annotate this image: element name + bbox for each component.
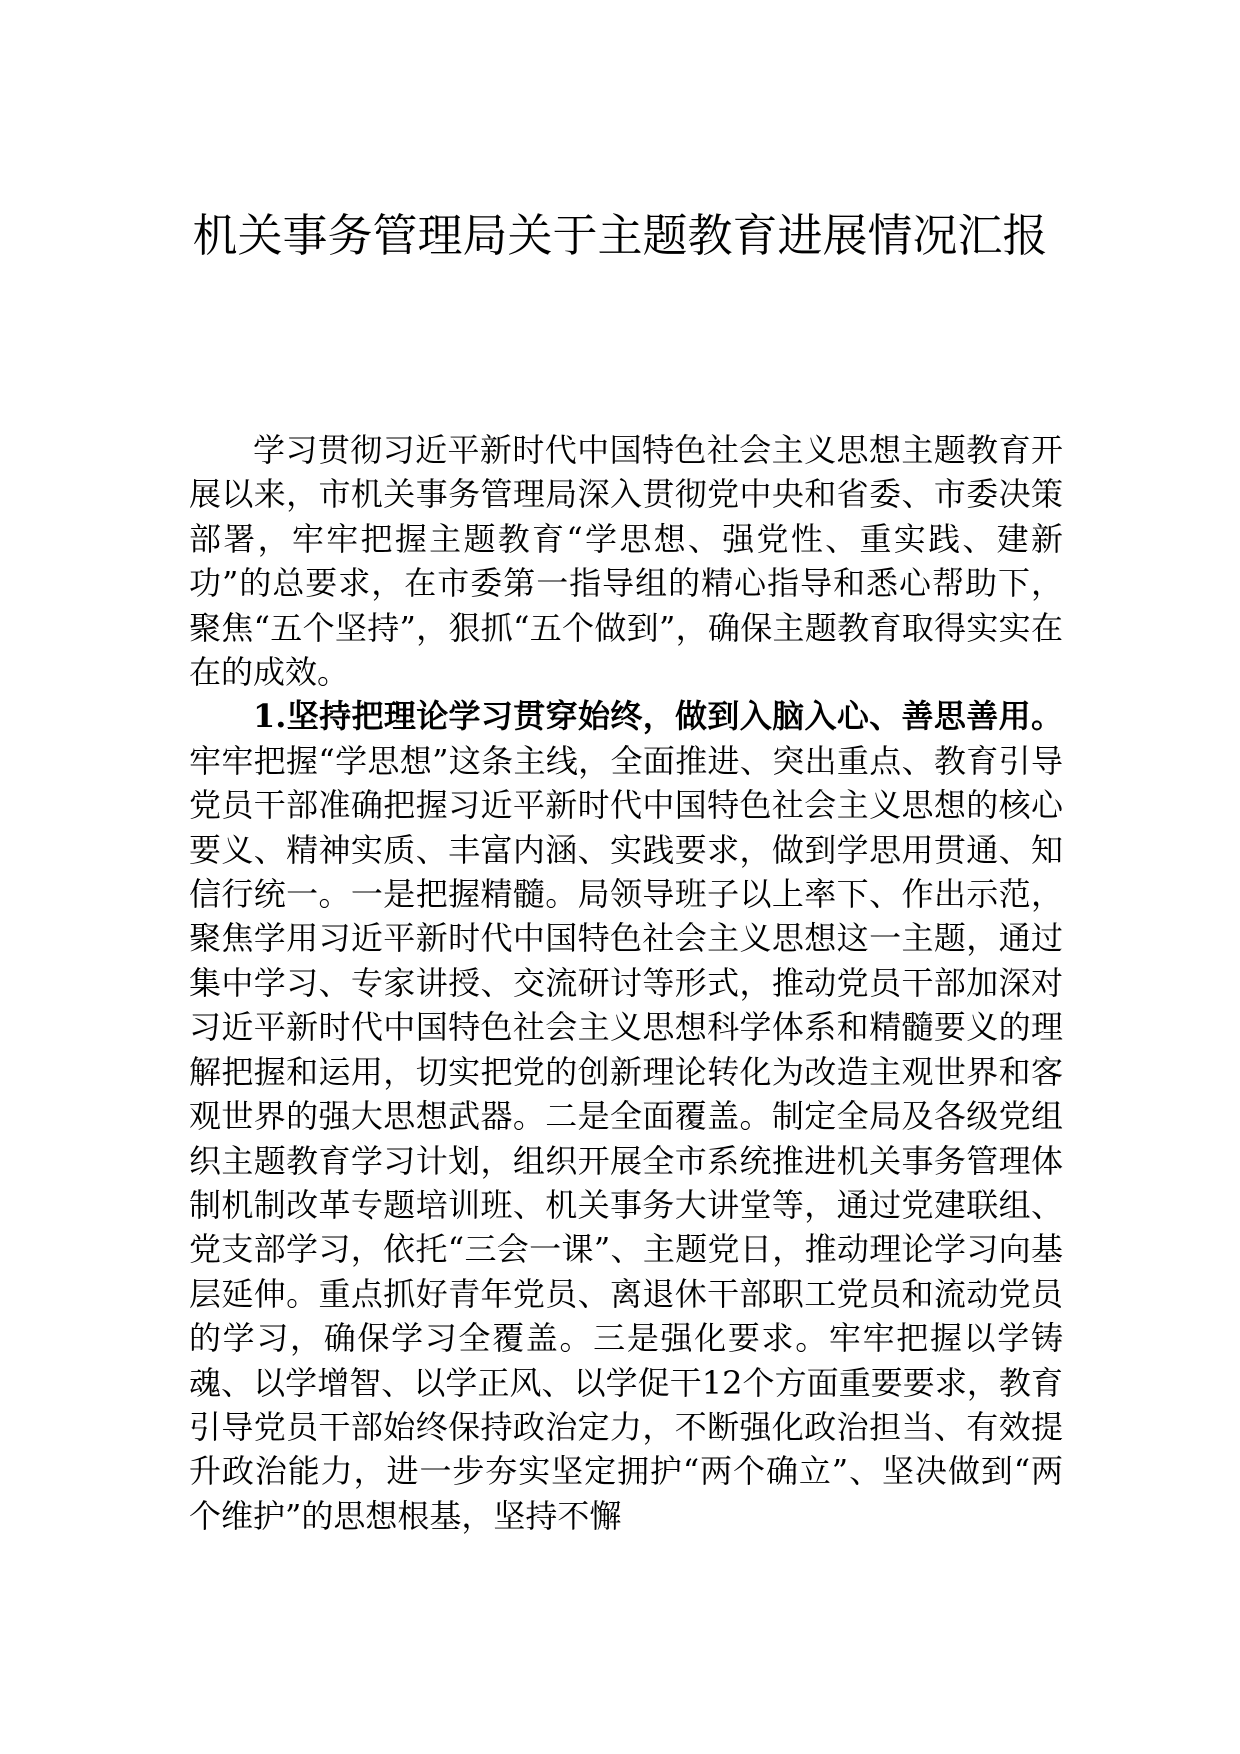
intro-paragraph: 学习贯彻习近平新时代中国特色社会主义思想主题教育开展以来，市机关事务管理局深入贯彻党中央和省委、市委决策部署，牢牢把握主题教育“学思想、强党性、重实践、建新功”的总要求，在市委第一指导组的精心指导和悉心帮助下，聚焦“五个坚持”，狠抓“五个做到”，确保主题教育取得实实在在的成效。 — [189, 431, 1063, 692]
section-1-text: 牢牢把握“学思想”这条主线，全面推进、突出重点、教育引导党员干部准确把握习近平新时代中国特色社会主义思想的核心要义、精神实质、丰富内涵、实践要求，做到学思用贯通、知信行统一。一是把握精髓。局领导班子以上率下、作出示范，聚焦学用习近平新时代中国特色社会主义思想这一主题，通过集中学习、专家讲授、交流研讨等形式，推动党员干部加深对习近平新时代中国特色社会主义思想科学体系和精髓要义的理解把握和运用，切实把党的创新理论转化为改造主观世界和客观世界的强大思想武器。二是全面覆盖。制定全局及各级党组织主题教育学习计划，组织开展全市系统推进机关事务管理体制机制改革专题培训班、机关事务大讲堂等，通过党建联组、党支部学习，依托“三会一课”、主题党日，推动理论学习向基层延伸。重点抓好青年党员、离退休干部职工党员和流动党员的学习，确保学习全覆盖。三是强化要求。牢牢把握以学铸魂、以学增智、以学正风、以学促干12个方面重要要求，教育引导党员干部始终保持政治定力，不断强化政治担当、有效提升政治能力，进一步夯实坚定拥护“两个确立”、坚决做到“两个维护”的思想根基，坚持不懈 — [189, 741, 1063, 1535]
section-1-heading: 1.坚持把理论学习贯穿始终，做到入脑入心、善思善用。 — [253, 697, 1063, 736]
document-title: 机关事务管理局关于主题教育进展情况汇报 — [192, 209, 1048, 262]
section-1-paragraph — [189, 694, 1063, 1538]
document-body — [189, 428, 1063, 1538]
